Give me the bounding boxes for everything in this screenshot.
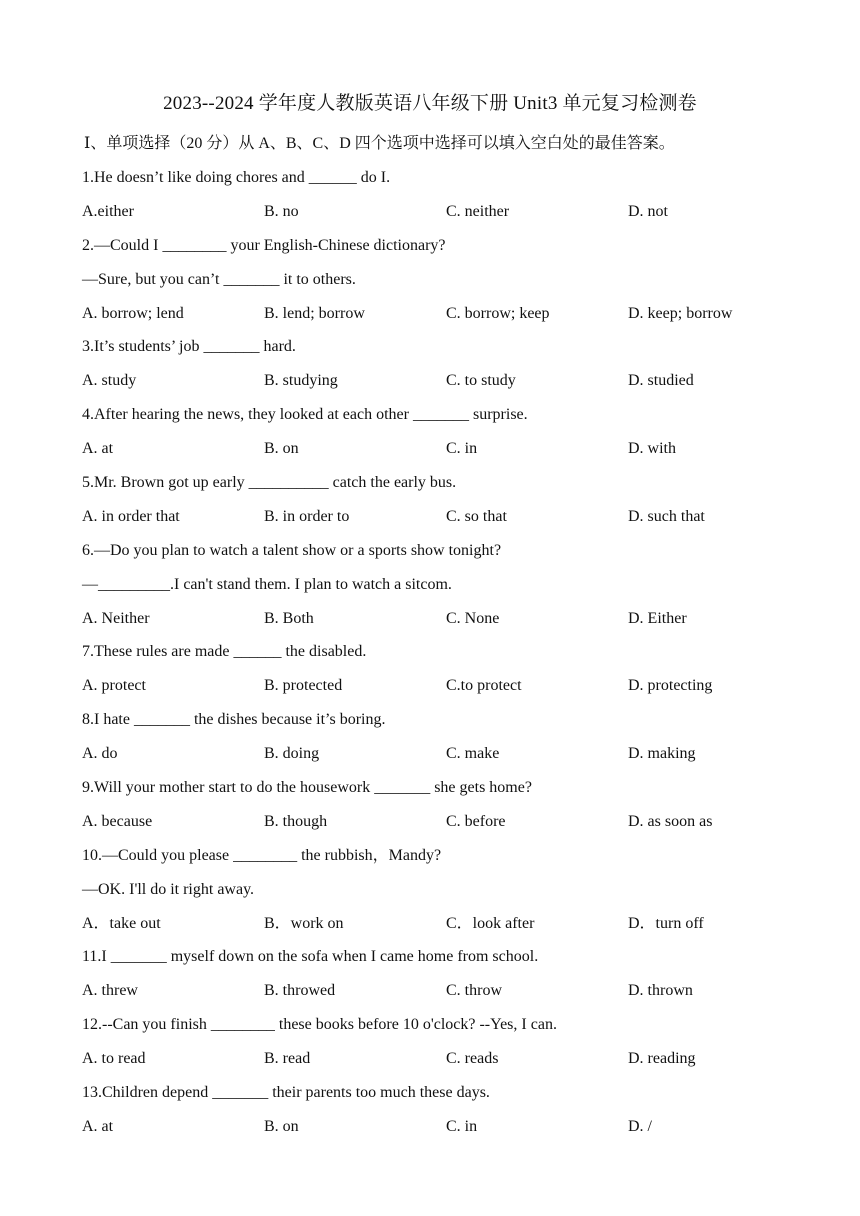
answer-option-d: D. protecting — [628, 677, 713, 695]
answer-options — [82, 506, 782, 540]
answer-option-b: B. read — [264, 1050, 311, 1068]
answer-options — [82, 913, 782, 947]
answer-option-d: D. making — [628, 745, 696, 763]
answer-options — [82, 370, 782, 404]
question-stem: 9.Will your mother start to do the housework _______ she gets home? — [82, 779, 532, 797]
answer-option-b: B. on — [264, 440, 299, 458]
answer-option-b: B. lend; borrow — [264, 304, 365, 322]
answer-options — [82, 201, 782, 235]
answer-option-a: A. at — [82, 440, 114, 458]
answer-options — [82, 811, 782, 845]
page-title: 2023--2024 学年度人教版英语八年级下册 Unit3 单元复习检测卷 — [163, 93, 697, 114]
question-stem: 12.--Can you finish ________ these books before 10 o'clock? --Yes, I can. — [82, 1016, 557, 1034]
answer-option-a: A. borrow; lend — [82, 304, 184, 322]
answer-option-c: C. None — [446, 609, 500, 627]
question-stem: 10.—Could you please ________ the rubbish，Mandy? — [82, 846, 442, 864]
answer-option-a: A. because — [82, 812, 153, 830]
answer-options — [82, 303, 782, 337]
answer-option-d: D. Either — [628, 609, 687, 627]
answer-option-c: C. make — [446, 745, 500, 763]
answer-option-b: B. throwed — [264, 982, 336, 1000]
answer-options — [82, 438, 782, 472]
answer-option-a: A. at — [82, 1117, 114, 1135]
question-stem: 13.Children depend _______ their parents too much these days. — [82, 1084, 490, 1102]
answer-option-c: C. throw — [446, 982, 502, 1000]
answer-option-c: C. in — [446, 440, 478, 458]
answer-option-b: B. on — [264, 1117, 299, 1135]
answer-option-b: B. Both — [264, 609, 314, 627]
answer-option-c: C. so that — [446, 507, 507, 525]
answer-option-d: D．turn off — [628, 914, 704, 932]
answer-option-d: D. as soon as — [628, 812, 713, 830]
answer-option-b: B．work on — [264, 914, 344, 932]
question-stem: 7.These rules are made ______ the disabled. — [82, 643, 367, 661]
answer-options — [82, 675, 782, 709]
answer-option-a: A. protect — [82, 677, 146, 695]
answer-option-d: D. reading — [628, 1050, 696, 1068]
question-stem: 6.—Do you plan to watch a talent show or a sports show tonight? — [82, 541, 502, 559]
question-stem: 11.I _______ myself down on the sofa when I came home from school. — [82, 948, 539, 966]
answer-option-a: A. to read — [82, 1050, 146, 1068]
answer-option-c: C. borrow; keep — [446, 304, 550, 322]
answer-option-d: D. not — [628, 202, 668, 220]
answer-option-a: A. study — [82, 372, 137, 390]
answer-options — [82, 980, 782, 1014]
question-stem: 2.—Could I ________ your English-Chinese dictionary? — [82, 236, 446, 254]
answer-option-d: D. with — [628, 440, 676, 458]
answer-option-c: C. reads — [446, 1050, 499, 1068]
answer-option-b: B. doing — [264, 745, 320, 763]
answer-option-b: B. in order to — [264, 507, 350, 525]
answer-option-a: A. in order that — [82, 507, 180, 525]
question-stem: 1.He doesn’t like doing chores and ______ do I. — [82, 169, 391, 186]
answer-option-a: A. threw — [82, 982, 138, 1000]
answer-option-d: D. such that — [628, 507, 705, 525]
answer-options — [82, 743, 782, 777]
section-heading: Ⅰ、单项选择（20 分）从 A、B、C、D 四个选项中选择可以填入空白处的最佳答案。 — [84, 135, 675, 152]
answer-option-c: C．look after — [446, 914, 535, 932]
answer-option-b: B. though — [264, 812, 328, 830]
answer-option-a: A．take out — [82, 914, 161, 932]
answer-option-d: D. thrown — [628, 982, 693, 1000]
answer-option-c: C. before — [446, 812, 506, 830]
question-dialogue-line: —Sure, but you can’t _______ it to others. — [82, 270, 356, 288]
question-dialogue-line: —_________.I can't stand them. I plan to watch a sitcom. — [82, 575, 452, 593]
answer-options — [82, 1048, 782, 1082]
answer-options — [82, 1116, 782, 1150]
answer-option-b: B. protected — [264, 677, 343, 695]
answer-option-c: C. to study — [446, 372, 516, 390]
question-dialogue-line: —OK. I'll do it right away. — [82, 880, 255, 898]
question-list — [82, 167, 782, 1150]
question-stem: 8.I hate _______ the dishes because it’s boring. — [82, 711, 386, 729]
answer-option-a: A. do — [82, 745, 118, 763]
answer-option-c: C.to protect — [446, 677, 522, 695]
question-stem: 3.It’s students’ job _______ hard. — [82, 338, 296, 356]
answer-option-c: C. neither — [446, 202, 510, 220]
answer-option-d: D. / — [628, 1117, 652, 1135]
question-stem: 5.Mr. Brown got up early __________ catch the early bus. — [82, 474, 457, 492]
answer-option-a: A.either — [82, 202, 134, 220]
answer-option-a: A. Neither — [82, 609, 150, 627]
answer-options — [82, 608, 782, 642]
answer-option-b: B. no — [264, 202, 299, 220]
answer-option-b: B. studying — [264, 372, 338, 390]
question-stem: 4.After hearing the news, they looked at each other _______ surprise. — [82, 406, 528, 424]
answer-option-c: C. in — [446, 1117, 478, 1135]
answer-option-d: D. keep; borrow — [628, 304, 733, 322]
answer-option-d: D. studied — [628, 372, 694, 390]
